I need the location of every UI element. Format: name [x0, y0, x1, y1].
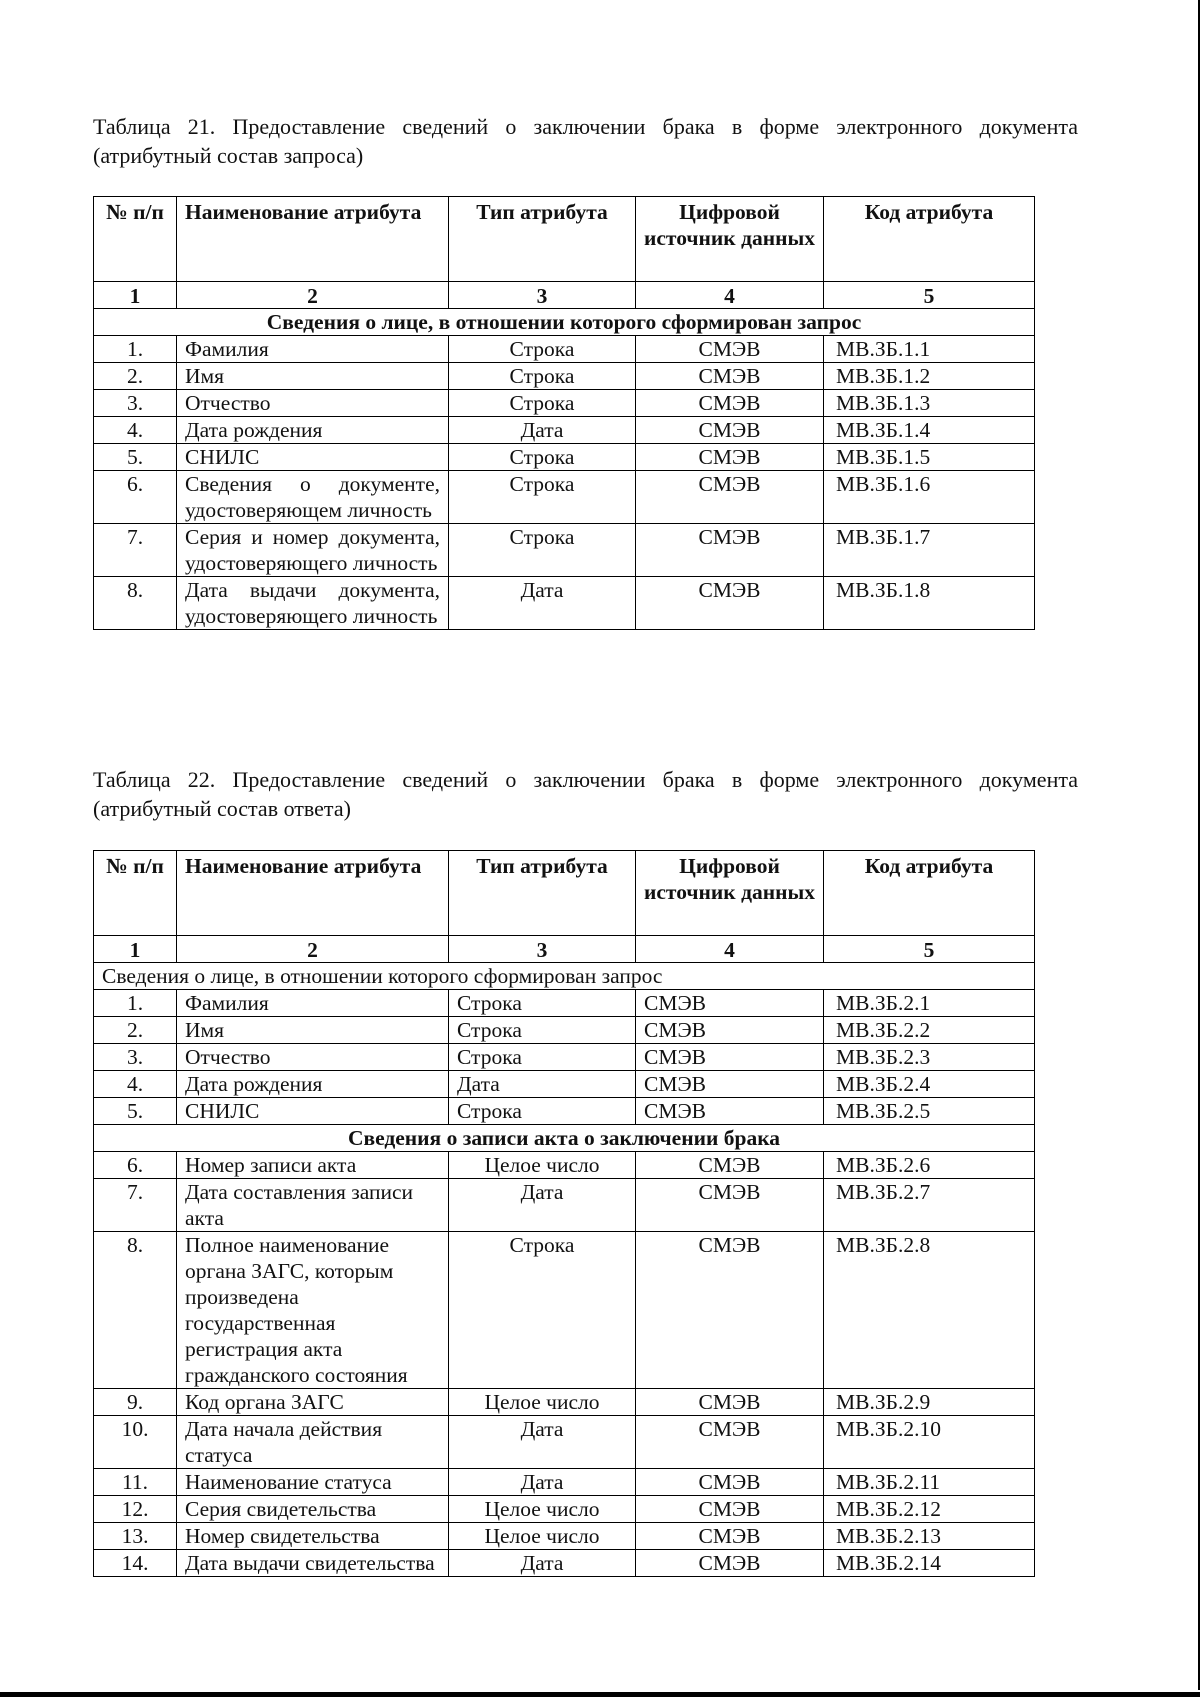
table-row [94, 524, 1035, 577]
table-row [94, 1416, 1035, 1469]
table-row [94, 444, 1035, 471]
table-row [94, 1232, 1035, 1389]
table-row [94, 1017, 1035, 1044]
table-row [94, 1389, 1035, 1416]
attribute-type: Дата [449, 1416, 636, 1469]
attribute-code: МВ.ЗБ.1.5 [824, 444, 1035, 471]
attribute-name: Номер свидетельства [177, 1523, 449, 1550]
row-number: 13. [94, 1523, 177, 1550]
table-22-caption: Таблица 22. Предоставление сведений о заключении брака в форме электронного документа (атрибутный состав ответа) [93, 767, 1078, 821]
attribute-name: Номер записи акта [177, 1152, 449, 1179]
attribute-type: Строка [449, 444, 636, 471]
row-number: 4. [94, 417, 177, 444]
header-attribute-code: Код атрибута [824, 197, 1035, 282]
header-data-source: Цифровой источник данных [636, 197, 824, 282]
attribute-name: Дата составления записи акта [177, 1179, 449, 1232]
attribute-code: МВ.ЗБ.2.9 [824, 1389, 1035, 1416]
attribute-name: Фамилия [177, 990, 449, 1017]
column-number-row [94, 282, 1035, 309]
data-source: СМЭВ [636, 417, 824, 444]
attribute-name: Дата выдачи документа, удостоверяющего личность [177, 577, 449, 630]
header-attribute-type: Тип атрибута [449, 197, 636, 282]
column-number: 2 [177, 282, 449, 309]
row-number: 6. [94, 471, 177, 524]
column-number: 4 [636, 282, 824, 309]
row-number: 7. [94, 524, 177, 577]
table-row [94, 1523, 1035, 1550]
table-row [94, 1496, 1035, 1523]
table-row [94, 990, 1035, 1017]
row-number: 3. [94, 390, 177, 417]
row-number: 4. [94, 1071, 177, 1098]
attribute-code: МВ.ЗБ.2.4 [824, 1071, 1035, 1098]
data-source: СМЭВ [636, 1550, 824, 1577]
section-title: Сведения о записи акта о заключении брака [94, 1125, 1035, 1152]
header-row [94, 197, 1035, 282]
data-source: СМЭВ [636, 1416, 824, 1469]
data-source: СМЭВ [636, 1152, 824, 1179]
data-source: СМЭВ [636, 1098, 824, 1125]
data-source: СМЭВ [636, 1017, 824, 1044]
attribute-type: Дата [449, 1469, 636, 1496]
attribute-name: Дата выдачи свидетельства [177, 1550, 449, 1577]
row-number: 1. [94, 990, 177, 1017]
data-source: СМЭВ [636, 990, 824, 1017]
attribute-name: Полное наименование органа ЗАГС, которым произведена государственная регистрация акта гражданского состояния [177, 1232, 449, 1389]
table-row [94, 417, 1035, 444]
column-number: 4 [636, 936, 824, 963]
attribute-name: Серия и номер документа, удостоверяющего личность [177, 524, 449, 577]
table-row [94, 336, 1035, 363]
section-row [94, 963, 1035, 990]
header-attribute-name: Наименование атрибута [177, 851, 449, 936]
attribute-type: Строка [449, 524, 636, 577]
attribute-name: Отчество [177, 390, 449, 417]
data-source: СМЭВ [636, 390, 824, 417]
row-number: 7. [94, 1179, 177, 1232]
table-row [94, 1550, 1035, 1577]
attribute-type: Дата [449, 1179, 636, 1232]
attribute-code: МВ.ЗБ.2.10 [824, 1416, 1035, 1469]
data-source: СМЭВ [636, 363, 824, 390]
attribute-name: Имя [177, 1017, 449, 1044]
section-row [94, 1125, 1035, 1152]
attribute-type: Строка [449, 990, 636, 1017]
header-data-source: Цифровой источник данных [636, 851, 824, 936]
data-source: СМЭВ [636, 1496, 824, 1523]
attribute-name: СНИЛС [177, 444, 449, 471]
data-source: СМЭВ [636, 1071, 824, 1098]
attribute-code: МВ.ЗБ.2.6 [824, 1152, 1035, 1179]
attribute-type: Строка [449, 1232, 636, 1389]
row-number: 6. [94, 1152, 177, 1179]
table-row [94, 1469, 1035, 1496]
attribute-type: Целое число [449, 1152, 636, 1179]
attribute-type: Целое число [449, 1389, 636, 1416]
attribute-name: СНИЛС [177, 1098, 449, 1125]
section-row [94, 309, 1035, 336]
attribute-name: Серия свидетельства [177, 1496, 449, 1523]
row-number: 3. [94, 1044, 177, 1071]
data-source: СМЭВ [636, 1044, 824, 1071]
table-21-caption: Таблица 21. Предоставление сведений о заключении брака в форме электронного документа (атрибутный состав запроса) [93, 114, 1078, 168]
section-title: Сведения о лице, в отношении которого сформирован запрос [94, 963, 1035, 990]
header-number: № п/п [94, 197, 177, 282]
attribute-code: МВ.ЗБ.2.12 [824, 1496, 1035, 1523]
attribute-code: МВ.ЗБ.1.4 [824, 417, 1035, 444]
table-row [94, 1152, 1035, 1179]
attribute-type: Строка [449, 1098, 636, 1125]
scan-border-bottom [0, 1692, 1200, 1697]
row-number: 1. [94, 336, 177, 363]
row-number: 8. [94, 1232, 177, 1389]
row-number: 2. [94, 363, 177, 390]
attribute-type: Дата [449, 417, 636, 444]
column-number: 1 [94, 936, 177, 963]
data-source: СМЭВ [636, 1469, 824, 1496]
attribute-code: МВ.ЗБ.2.14 [824, 1550, 1035, 1577]
header-row [94, 851, 1035, 936]
row-number: 5. [94, 1098, 177, 1125]
header-number: № п/п [94, 851, 177, 936]
attribute-name: Отчество [177, 1044, 449, 1071]
row-number: 5. [94, 444, 177, 471]
table-row [94, 1098, 1035, 1125]
attribute-code: МВ.ЗБ.2.2 [824, 1017, 1035, 1044]
attribute-name: Фамилия [177, 336, 449, 363]
column-number: 2 [177, 936, 449, 963]
table-row [94, 363, 1035, 390]
attribute-code: МВ.ЗБ.2.3 [824, 1044, 1035, 1071]
section-title: Сведения о лице, в отношении которого сформирован запрос [94, 309, 1035, 336]
data-source: СМЭВ [636, 1389, 824, 1416]
table-row [94, 1071, 1035, 1098]
attribute-code: МВ.ЗБ.2.8 [824, 1232, 1035, 1389]
attribute-code: МВ.ЗБ.1.7 [824, 524, 1035, 577]
attribute-type: Целое число [449, 1523, 636, 1550]
attribute-name: Дата рождения [177, 1071, 449, 1098]
column-number: 3 [449, 936, 636, 963]
attribute-code: МВ.ЗБ.1.2 [824, 363, 1035, 390]
table-row [94, 1179, 1035, 1232]
attribute-type: Строка [449, 336, 636, 363]
row-number: 2. [94, 1017, 177, 1044]
attribute-code: МВ.ЗБ.2.1 [824, 990, 1035, 1017]
attribute-name: Код органа ЗАГС [177, 1389, 449, 1416]
data-source: СМЭВ [636, 1179, 824, 1232]
table-21 [93, 196, 1035, 630]
header-attribute-name: Наименование атрибута [177, 197, 449, 282]
attribute-type: Дата [449, 577, 636, 630]
table-row [94, 390, 1035, 417]
attribute-name: Наименование статуса [177, 1469, 449, 1496]
column-number: 3 [449, 282, 636, 309]
data-source: СМЭВ [636, 1232, 824, 1389]
table-row [94, 577, 1035, 630]
data-source: СМЭВ [636, 1523, 824, 1550]
attribute-type: Строка [449, 390, 636, 417]
attribute-code: МВ.ЗБ.1.1 [824, 336, 1035, 363]
row-number: 9. [94, 1389, 177, 1416]
row-number: 14. [94, 1550, 177, 1577]
row-number: 12. [94, 1496, 177, 1523]
attribute-code: МВ.ЗБ.1.8 [824, 577, 1035, 630]
table-row [94, 1044, 1035, 1071]
attribute-name: Дата начала действия статуса [177, 1416, 449, 1469]
attribute-type: Целое число [449, 1496, 636, 1523]
row-number: 8. [94, 577, 177, 630]
attribute-code: МВ.ЗБ.2.13 [824, 1523, 1035, 1550]
table-22 [93, 850, 1035, 1577]
attribute-type: Дата [449, 1071, 636, 1098]
attribute-code: МВ.ЗБ.2.5 [824, 1098, 1035, 1125]
header-attribute-code: Код атрибута [824, 851, 1035, 936]
data-source: СМЭВ [636, 471, 824, 524]
attribute-code: МВ.ЗБ.2.11 [824, 1469, 1035, 1496]
attribute-code: МВ.ЗБ.1.3 [824, 390, 1035, 417]
attribute-name: Дата рождения [177, 417, 449, 444]
data-source: СМЭВ [636, 524, 824, 577]
attribute-type: Строка [449, 363, 636, 390]
column-number: 5 [824, 936, 1035, 963]
column-number-row [94, 936, 1035, 963]
column-number: 1 [94, 282, 177, 309]
data-source: СМЭВ [636, 577, 824, 630]
attribute-name: Имя [177, 363, 449, 390]
header-attribute-type: Тип атрибута [449, 851, 636, 936]
attribute-code: МВ.ЗБ.1.6 [824, 471, 1035, 524]
attribute-type: Строка [449, 1017, 636, 1044]
attribute-type: Строка [449, 1044, 636, 1071]
data-source: СМЭВ [636, 336, 824, 363]
data-source: СМЭВ [636, 444, 824, 471]
attribute-type: Строка [449, 471, 636, 524]
attribute-code: МВ.ЗБ.2.7 [824, 1179, 1035, 1232]
column-number: 5 [824, 282, 1035, 309]
row-number: 10. [94, 1416, 177, 1469]
attribute-type: Дата [449, 1550, 636, 1577]
attribute-name: Сведения о документе, удостоверяющем личность [177, 471, 449, 524]
table-row [94, 471, 1035, 524]
row-number: 11. [94, 1469, 177, 1496]
